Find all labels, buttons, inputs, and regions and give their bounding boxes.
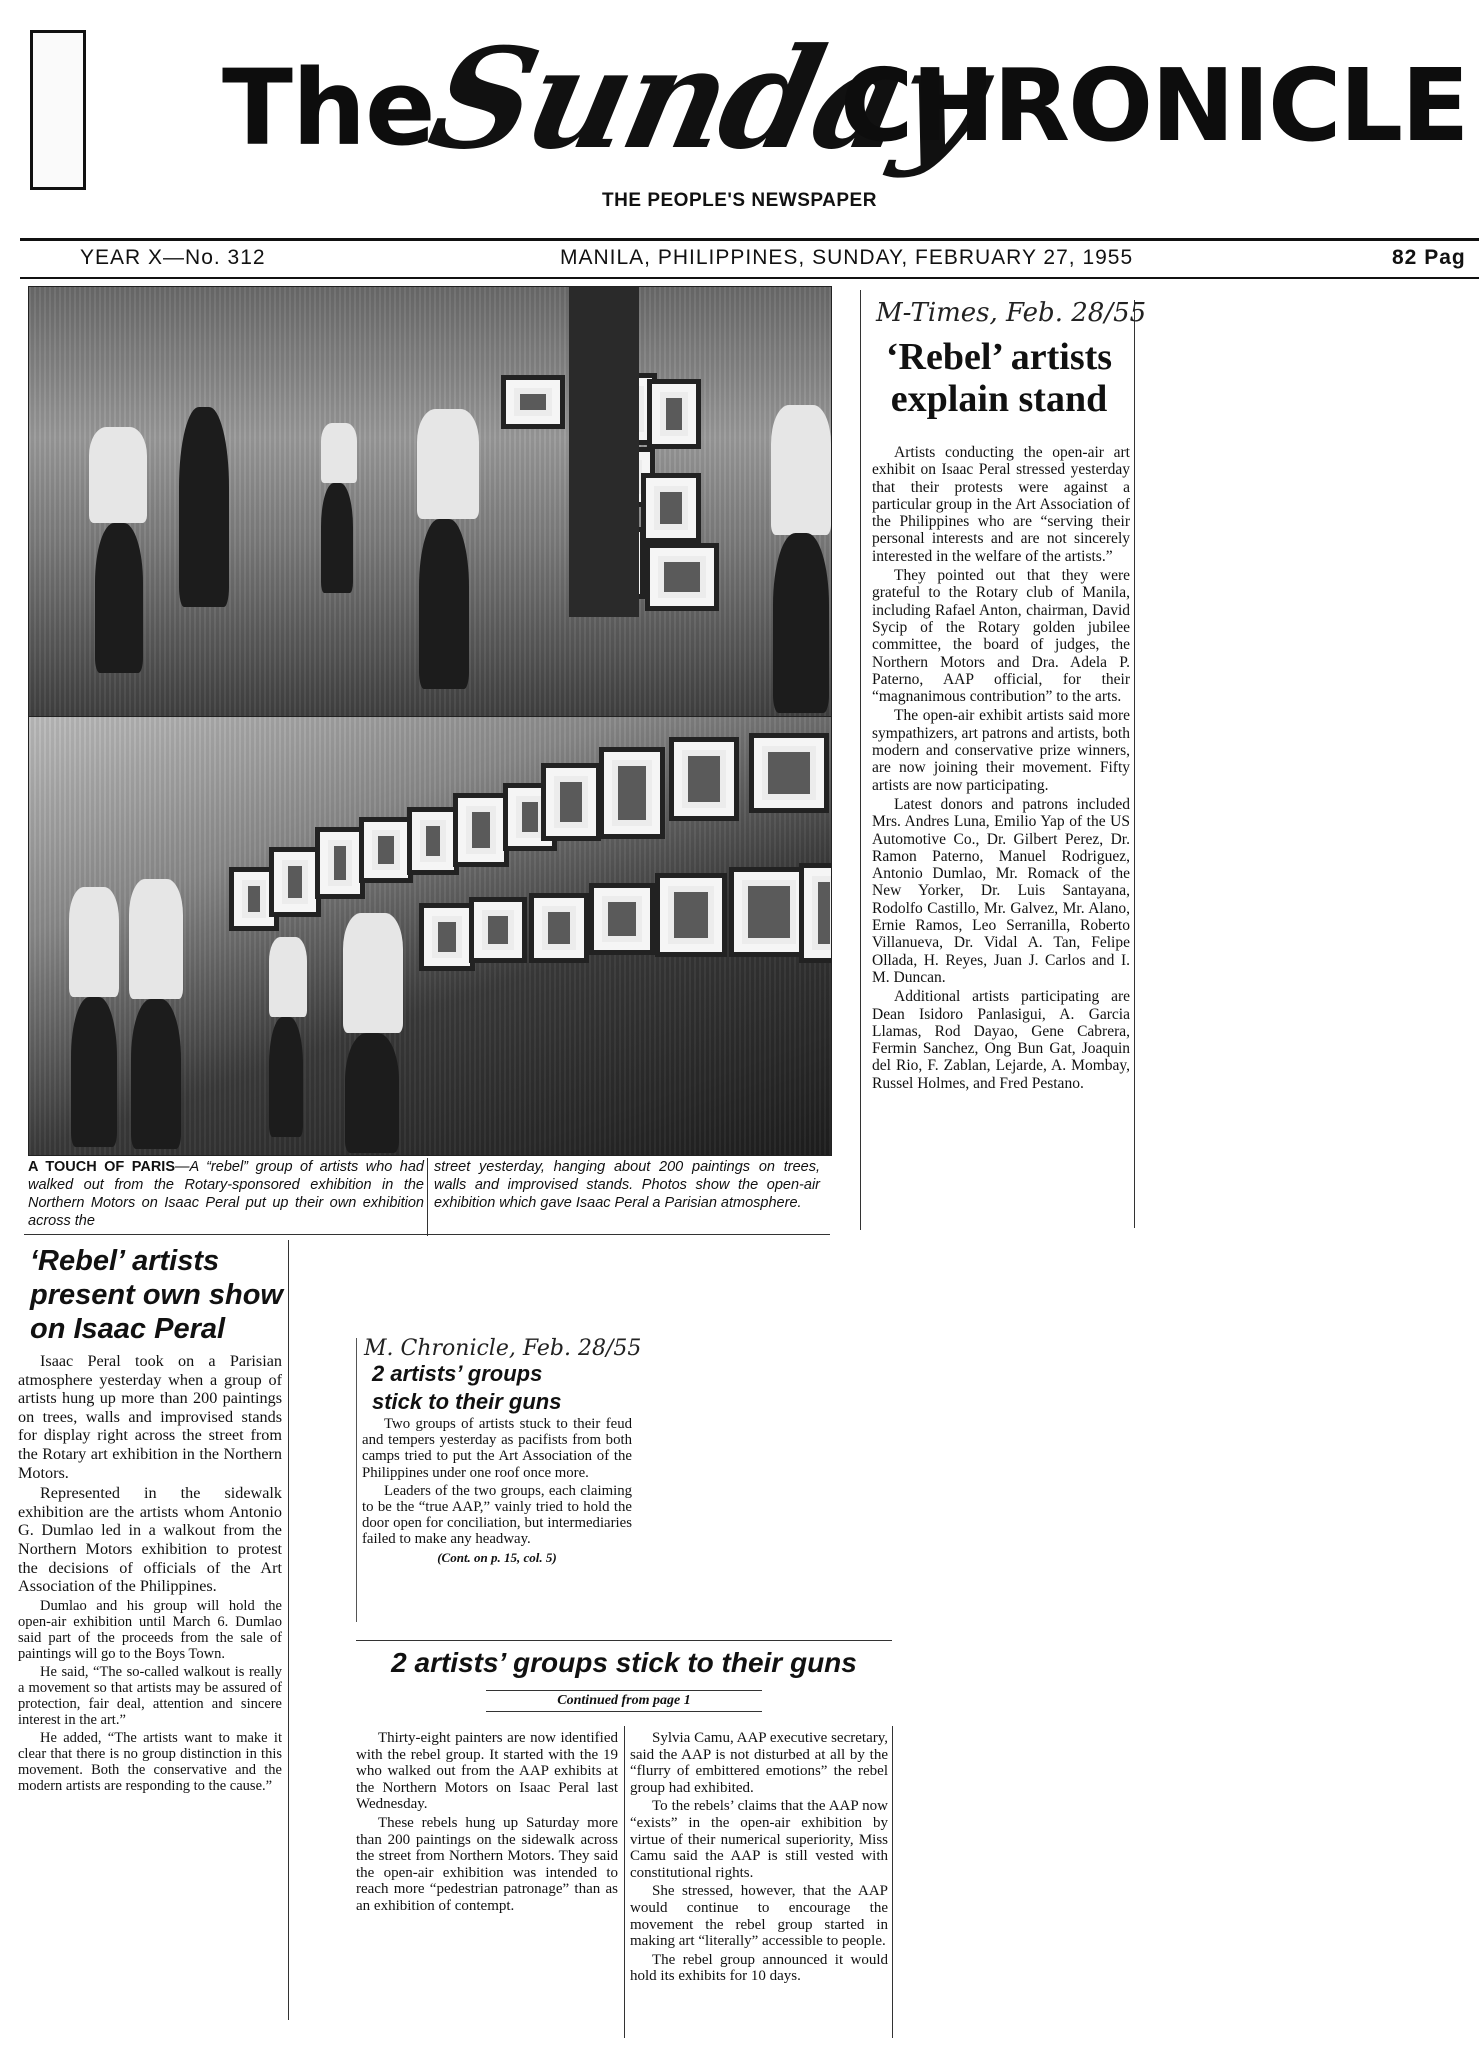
times-paragraph: Latest donors and patrons included Mrs. Andres Luna, Emilio Yap of the US Automotive Co., Dr. Gilbert Perez, Dr. Ramon Paterno, Manuel Rodriguez, Antonio Dumlao, Mr. Romack of the New Yorker, Dr. Luis Santayana, Rodolfo Castillo, Mr. Galvez, Mr. Alano, Ernie Ramos, Leo Serranilla, Roberto Villanueva, Dr. Vidal A. Tan, Felipe Ollada, H. Reyes, Juan J. Carlos and I. M. Duncan. bbox=[872, 795, 1130, 986]
caption-lead: A TOUCH OF PARIS bbox=[28, 1159, 175, 1175]
rebel-show-body bbox=[18, 1352, 282, 1796]
dateline-rule bbox=[20, 277, 1479, 279]
times-paragraph: The open-air exhibit artists said more sympathizers, art patrons and artists, both modern and conservative prize winners, are now joining their movement. Fifty artists are now participating. bbox=[872, 707, 1130, 794]
caption-rule bbox=[24, 1234, 830, 1235]
issue-number: YEAR X—No. 312 bbox=[80, 246, 266, 269]
guns-cont-border-right bbox=[892, 1726, 893, 2038]
photo-caption-left bbox=[28, 1158, 424, 1230]
guns-cont-paragraph: These rebels hung up Saturday more than 200 paintings on the sidewalk across the street from Northern Motors. They said the open-air exhibition was intended to reach more “pedestrian patronage” than as an exhibition of contempt. bbox=[356, 1814, 618, 1914]
times-article-body bbox=[872, 444, 1130, 1094]
times-headline-line-1: ‘Rebel’ artists bbox=[885, 336, 1113, 378]
guns-headline-line-1: 2 artists’ groups bbox=[372, 1361, 543, 1386]
guns-handwritten-note: M. Chronicle, Feb. 28/55 bbox=[364, 1336, 642, 1361]
guns-continued-from: Continued from page 1 bbox=[486, 1690, 762, 1712]
guns-short-body bbox=[362, 1416, 632, 1566]
guns-cont-top-rule bbox=[356, 1640, 892, 1641]
photo-street-exhibit bbox=[28, 286, 832, 718]
masthead-chronicle: CHRONICLE bbox=[840, 47, 1468, 164]
masthead-sunday: Sunday bbox=[417, 17, 995, 180]
masthead-emblem bbox=[30, 30, 86, 190]
guns-short-headline bbox=[372, 1360, 642, 1416]
rebel-headline-line-3: on Isaac Peral bbox=[30, 1313, 226, 1345]
caption-text-left: —A “rebel” group of artists who had walked out from the Rotary-sponsored exhibition in the Northern Motors on Isaac Peral put up their own exhibition across the bbox=[28, 1159, 424, 1229]
times-headline bbox=[870, 336, 1128, 420]
guns-continued-ref: (Cont. on p. 15, col. 5) bbox=[437, 1549, 557, 1565]
masthead-tagline: THE PEOPLE'S NEWSPAPER bbox=[602, 190, 877, 211]
times-column-border-left bbox=[860, 290, 861, 1230]
times-paragraph: Additional artists participating are Dean Isidoro Panlasigui, A. Garcia Llamas, Rod Dayao, Gene Cabrera, Fermin Sanchez, Ong Bun Gat, Joaquin del Rio, F. Zablan, Lejarde, A. Mombay, Russel Holmes, and Fred Pestano. bbox=[872, 988, 1130, 1092]
times-headline-line-2: explain stand bbox=[890, 378, 1108, 420]
times-paragraph: Artists conducting the open-air art exhibit on Isaac Peral stressed yesterday that their protests were against a particular group in the Art Association of the Philippines who are “serving their personal interests and are not sincerely interested in the welfare of the artists.” bbox=[872, 444, 1130, 565]
times-paragraph: They pointed out that they were grateful to the Rotary club of Manila, including Rafael Anton, chairman, David Sycip of the Rotary golden jubilee committee, the board of judges, the Northern Motors and Dra. Adela P. Paterno, AAP official, for their “magnanimous contribution” to the arts. bbox=[872, 567, 1130, 706]
caption-divider bbox=[427, 1158, 428, 1236]
rebel-paragraph: He added, “The artists want to make it clear that there is no group distinction in this movement. Both the conservative and the modern artists are responding to the cause.” bbox=[18, 1729, 282, 1794]
dateline: MANILA, PHILIPPINES, SUNDAY, FEBRUARY 27, 1955 bbox=[560, 246, 1134, 269]
guns-short-paragraph: Two groups of artists stuck to their feud and tempers yesterday as pacifists from both camps tried to put the Art Association of the Philippines under one roof once more. bbox=[362, 1416, 632, 1481]
rebel-paragraph: Isaac Peral took on a Parisian atmosphere yesterday when a group of artists hung up more than 200 paintings on trees, walls and improvised stands for display right across the street from the Rotary art exhibition in the Northern Motors. bbox=[18, 1352, 282, 1482]
guns-cont-paragraph: Thirty-eight painters are now identified with the rebel group. It started with the 19 who walked out from the AAP exhibits at the Northern Motors on Isaac Peral last Wednesday. bbox=[356, 1730, 618, 1813]
guns-cont-paragraph: To the rebels’ claims that the AAP now “exists” in the open-air exhibition by virtue of their numerical superiority, Miss Camu said the AAP is still vested with constitutional rights. bbox=[630, 1798, 888, 1881]
guns-cont-col-1 bbox=[356, 1730, 618, 1917]
rebel-headline-line-1: ‘Rebel’ artists bbox=[30, 1245, 220, 1277]
page-count: 82 Pag bbox=[1392, 246, 1466, 269]
guns-cont-paragraph: The rebel group announced it would hold its exhibits for 10 days. bbox=[630, 1951, 888, 1985]
photo-paintings-on-wall bbox=[28, 716, 832, 1156]
guns-cont-divider bbox=[624, 1726, 625, 2038]
rebel-paragraph: Dumlao and his group will hold the open-air exhibition until March 6. Dumlao said part of the proceeds from the sale of paintings will go to the Boys Town. bbox=[18, 1597, 282, 1662]
photo-caption-right: street yesterday, hanging about 200 paintings on trees, walls and improvised stands. Photos show the open-air exhibition which gave Isaac Peral a Parisian atmosphere. bbox=[434, 1159, 820, 1211]
guns-cont-headline: 2 artists’ groups stick to their guns bbox=[391, 1647, 857, 1678]
guns-short-paragraph: Leaders of the two groups, each claiming to be the “true AAP,” vainly tried to hold the door open for conciliation, but intermediaries failed to make any headway. bbox=[362, 1482, 632, 1548]
guns-cont-col-2 bbox=[630, 1730, 888, 1987]
guns-cont-paragraph: She stressed, however, that the AAP would continue to encourage the movement the rebel group started in making art “literally” accessible to people. bbox=[630, 1883, 888, 1950]
rebel-paragraph: He said, “The so-called walkout is really a movement so that artists may be assured of protection, fair deal, attention and sincere interest in the art.” bbox=[18, 1663, 282, 1728]
rebel-paragraph: Represented in the sidewalk exhibition are the artists whom Antonio G. Dumlao led in a walkout from the Northern Motors exhibition to protest the decisions of officials of the Art Association of the Philippines. bbox=[18, 1484, 282, 1596]
guns-cont-paragraph: Sylvia Camu, AAP executive secretary, said the AAP is not disturbed at all by the “flurry of embittered emotions” the rebel group had exhibited. bbox=[630, 1730, 888, 1796]
times-handwritten-note: M-Times, Feb. 28/55 bbox=[876, 298, 1147, 328]
guns-headline-line-2: stick to their guns bbox=[372, 1389, 562, 1414]
masthead-rule bbox=[20, 238, 1479, 241]
rebel-headline-line-2: present own show bbox=[30, 1279, 283, 1311]
rebel-column-border bbox=[288, 1240, 289, 2020]
times-column-border-right bbox=[1134, 300, 1135, 1228]
rebel-show-headline bbox=[30, 1244, 292, 1346]
masthead-the: The bbox=[222, 47, 435, 169]
